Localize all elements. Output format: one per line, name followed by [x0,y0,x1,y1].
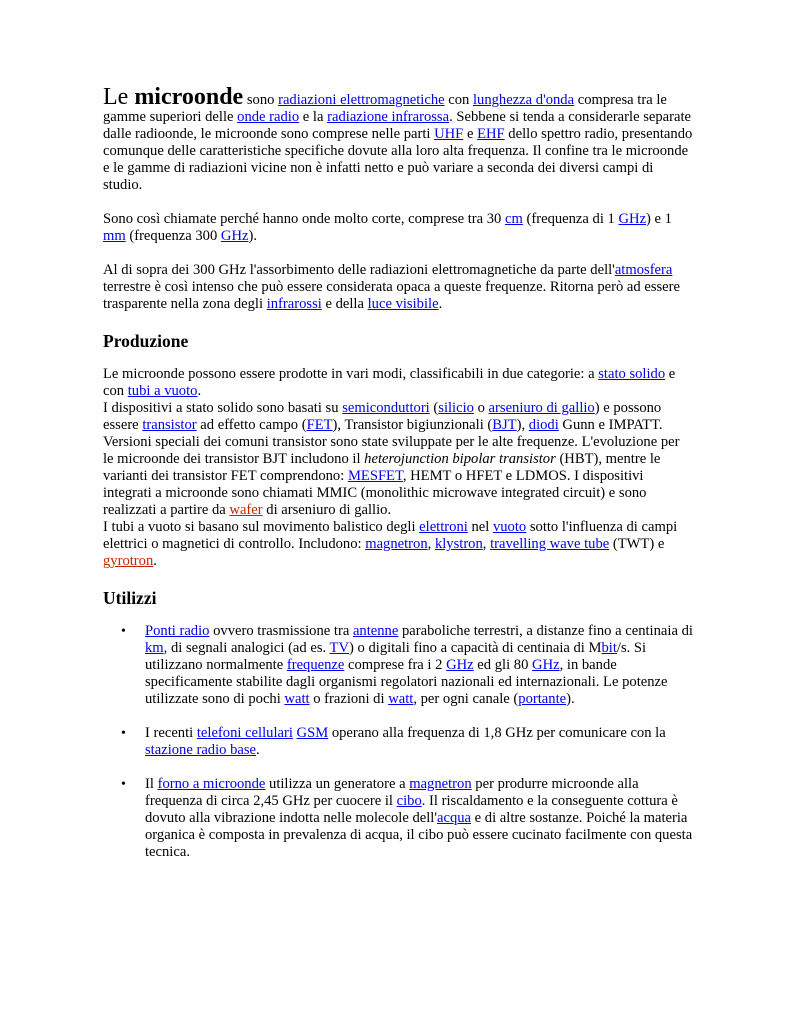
intro-paragraph: Le microonde sono radiazioni elettromagnetiche con lunghezza d'onda compresa tra le gamme superiori delle onde radio e la radiazione infrarossa. Sebbene si tenda a considerarle separate dalle radioonde, le microonde sono comprese nelle parti UHF e EHF dello spettro radio, presentando comunque delle caratteristiche specifiche dovute alla loro alta frequenza. Il confine tra le microonde e le gamme di radiazioni vicine non è infatti netto e può variare a seconda dei diversi campi di studio. [103,84,693,193]
paragraph-produzione: Le microonde possono essere prodotte in vari modi, classificabili in due categorie: a stato solido e con tubi a vuoto. I dispositivi a stato solido sono basati su semiconduttori (silicio o arseniuro di gallio) e possono essere transistor ad effetto campo (FET), Transistor bigiunzionali (BJT), diodi Gunn e IMPATT. Versioni speciali dei comuni transistor sono state sviluppate per le alte frequenze. L'evoluzione per le microonde dei transistor BJT includono il heterojunction bipolar transistor (HBT), mentre le varianti dei transistor FET comprendono: MESFET, HEMT o HFET e LDMOS. I dispositivi integrati a microonde sono chiamati MMIC (monolithic microwave integrated circuit) e sono realizzati a partire da wafer di arseniuro di gallio. I tubi a vuoto si basano sul movimento balistico degli elettroni nel vuoto sotto l'influenza di campi elettrici o magnetici di controllo. Includono: magnetron, klystron, travelling wave tube (TWT) e gyrotron. [103,366,680,569]
link-magnetron[interactable]: magnetron [365,536,428,552]
link-onde-radio[interactable]: onde radio [237,109,300,125]
link-portante[interactable]: portante [518,691,567,707]
link-travelling-wave-tube[interactable]: travelling wave tube [490,536,610,552]
link-cibo[interactable]: cibo [396,793,422,809]
link-mm[interactable]: mm [103,228,126,244]
link-silicio[interactable]: silicio [438,400,474,416]
heading-produzione: Produzione [103,331,189,351]
link-wafer[interactable]: wafer [229,502,263,518]
link-bit[interactable]: bit [601,640,617,656]
link-transistor[interactable]: transistor [142,417,197,433]
paragraph-wavelength: Sono così chiamate perché hanno onde molto corte, comprese tra 30 cm (frequenza di 1 GHz) e 1 mm (frequenza 300 GHz). [103,211,672,244]
link-arseniuro-di-gallio[interactable]: arseniuro di gallio [488,400,595,416]
link-cm[interactable]: cm [505,211,523,227]
link-luce-visibile[interactable]: luce visibile [367,296,439,312]
link-uhf[interactable]: UHF [434,126,464,142]
link-bjt[interactable]: BJT [492,417,517,433]
link-stazione-radio-base[interactable]: stazione radio base [145,742,257,758]
link-stato-solido[interactable]: stato solido [598,366,666,382]
list-spacer [145,708,693,725]
link-antenne[interactable]: antenne [352,623,399,639]
link-forno-a-microonde[interactable]: forno a microonde [157,776,266,792]
link-gsm[interactable]: GSM [296,725,329,741]
link-elettroni[interactable]: elettroni [419,519,468,535]
link-gyrotron[interactable]: gyrotron [103,553,154,569]
link-acqua[interactable]: acqua [436,810,472,826]
uses-list [103,623,693,861]
link-ghz[interactable]: GHz [618,211,647,227]
list-spacer [145,759,693,776]
link-magnetron-2[interactable]: magnetron [409,776,472,792]
link-fet[interactable]: FET [306,417,333,433]
article [103,85,693,861]
heading-utilizzi: Utilizzi [103,588,157,608]
link-km[interactable]: km [145,640,164,656]
link-klystron[interactable]: klystron [434,536,483,552]
link-semiconduttori[interactable]: semiconduttori [342,400,430,416]
link-ghz-2[interactable]: GHz [220,228,249,244]
link-watt-2[interactable]: watt [388,691,414,707]
link-telefoni-cellulari[interactable]: telefoni cellulari [196,725,293,741]
link-lunghezza-onda[interactable]: lunghezza d'onda [472,92,575,108]
link-ghz-3[interactable]: GHz [446,657,474,673]
link-ehf[interactable]: EHF [477,126,505,142]
link-radiazioni-elettromagnetiche[interactable]: radiazioni elettromagnetiche [278,92,445,108]
list-item: • I recenti telefoni cellulari GSM operano alla frequenza di 1,8 GHz per comunicare con la stazione radio base. [145,725,693,759]
paragraph-atmosphere: Al di sopra dei 300 GHz l'assorbimento delle radiazioni elettromagnetiche da parte dell'atmosfera terrestre è così intenso che può essere considerata opaca a queste frequenze. Ritorna però ad essere trasparente nella zona degli infrarossi e della luce visibile. [103,262,680,312]
article-title: Le microonde [103,84,244,110]
link-watt[interactable]: watt [284,691,310,707]
link-frequenze[interactable]: frequenze [286,657,345,673]
link-tubi-a-vuoto[interactable]: tubi a vuoto [127,383,198,399]
link-mesfet[interactable]: MESFET [347,468,403,484]
link-tv[interactable]: TV [329,640,350,656]
link-diodi[interactable]: diodi [528,417,559,433]
link-infrarossi[interactable]: infrarossi [266,296,322,312]
list-item: • Il forno a microonde utilizza un generatore a magnetron per produrre microonde alla frequenza di circa 2,45 GHz per cuocere il cibo. Il riscaldamento e la conseguente cottura è dovuto alla vibrazione indotta nelle molecole dell'acqua e di altre sostanze. Poiché la materia organica è composta in prevalenza di acqua, il cibo può essere cucinato facilmente con questa tecnica. [145,776,693,861]
link-radiazione-infrarossa[interactable]: radiazione infrarossa [327,109,450,125]
link-ponti-radio[interactable]: Ponti radio [145,623,210,639]
list-item: • Ponti radio ovvero trasmissione tra antenne paraboliche terrestri, a distanze fino a centinaia di km, di segnali analogici (ad es. TV) o digitali fino a capacità di centinaia di Mbit/s. Si utilizzano normalmente frequenze comprese fra i 2 GHz ed gli 80 GHz, in bande specificamente stabilite dagli organismi regolatori nazionali ed internazionali. Le potenze utilizzate sono di pochi watt o frazioni di watt, per ogni canale (portante). [145,623,693,708]
link-atmosfera[interactable]: atmosfera [614,262,673,278]
link-vuoto[interactable]: vuoto [492,519,527,535]
link-ghz-4[interactable]: GHz [532,657,560,673]
